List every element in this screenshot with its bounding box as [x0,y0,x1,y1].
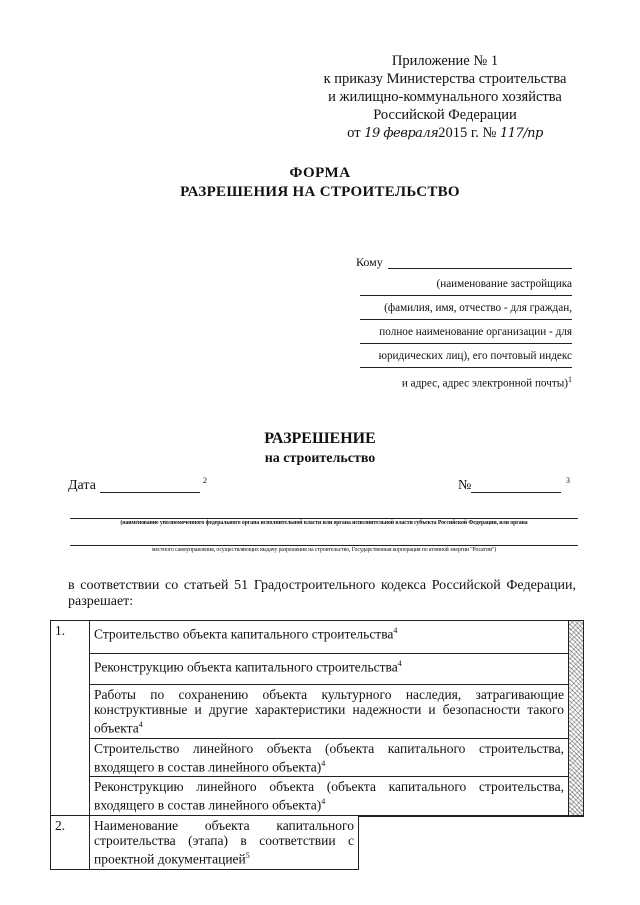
addressee-field-3[interactable] [360,319,572,320]
addressee-caption-4: юридических лиц), его почтовый индекс [378,350,572,362]
date-year: 2015 г. № [438,125,497,141]
row-number-1: 1. [51,621,90,816]
number-field[interactable] [471,482,561,493]
table-row [51,654,584,685]
addressee-label: Кому [356,255,383,269]
authority-caption-2: местного самоуправления, осуществляющих выдачу разрешения на строительство, Государственная корпорация по атомной энергии "Росатом") [151,547,497,553]
authority-field-1[interactable] [70,518,578,519]
table-row [51,738,584,777]
authority-caption-1: (наименование уполномоченного федерального органа исполнительной власти или органа исполнительной власти субъекта Российской Федерации, или органа [120,520,528,526]
addressee-row [356,255,572,277]
addressee-caption-3: полное наименование организации - для [379,326,572,338]
table-row [51,777,584,816]
option-reconstruction[interactable]: Реконструкцию объекта капитального строительства$^4$ [90,654,569,685]
footnote-1: 1 [568,375,572,384]
intro-text: в соответствии со статьей 51 Градостроительного кодекса Российской Федерации, разрешает: [68,578,576,609]
option-new-construction[interactable]: Строительство объекта капитального строительства$^4$ [90,621,569,654]
appendix-header [300,52,590,143]
date-field[interactable] [100,482,200,493]
table-row [51,815,584,870]
object-name-value[interactable] [359,816,584,869]
permit-title: РАЗРЕШЕНИЕ [264,430,376,447]
form-subtitle: РАЗРЕШЕНИЯ НА СТРОИТЕЛЬСТВО [180,184,460,200]
addressee-field-4[interactable] [360,343,572,344]
appendix-number: Приложение № 1 [391,53,499,69]
date-number-row [68,478,588,498]
table-row [51,621,584,654]
addressee-field-2[interactable] [360,295,572,296]
date-prefix: от [347,125,361,141]
form-title: ФОРМА [289,165,351,181]
order-date-line [300,124,590,143]
footnote-2: 2 [203,476,207,485]
handwritten-date: 19 февраля [364,126,439,141]
permit-table [50,620,584,870]
footnote-3: 3 [566,476,570,485]
stamp-strip [569,621,584,816]
permit-subtitle: на строительство [264,451,376,466]
table-row [51,685,584,739]
option-linear-reconstruction[interactable]: Реконструкцию линейного объекта (объекта капитального строительства, входящего в состав линейного объекта)$^4$ [90,777,569,816]
authority-field-2[interactable] [70,545,578,546]
addressee-caption-5: и адрес, адрес электронной почты)$^1$ [401,375,572,390]
row-number-2: 2. [51,815,90,870]
addressee-caption-2: (фамилия, имя, отчество - для граждан, [384,302,572,314]
option-heritage-works[interactable]: Работы по сохранению объекта культурного наследия, затрагивающие конструктивные и другие характеристики надежности и безопасности такого объекта$^4$ [90,685,569,739]
addressee-field[interactable] [388,268,572,269]
addressee-block [356,255,572,391]
order-line: к приказу Министерства строительства [323,71,567,87]
country-line: Российской Федерации [373,107,517,123]
number-label: № [458,478,472,493]
option-linear-construction[interactable]: Строительство линейного объекта (объекта капитального строительства, входящего в состав линейного объекта)$^4$ [90,738,569,777]
addressee-field-5[interactable] [360,367,572,368]
handwritten-number: 117/пр [499,126,543,141]
date-label: Дата [68,478,96,493]
addressee-caption-1: (наименование застройщика [436,278,572,290]
ministry-line: и жилищно-коммунального хозяйства [328,89,562,105]
object-name-label: Наименование объекта капитального строительства (этапа) в соответствии с проектной документацией$^5$ [90,816,359,869]
